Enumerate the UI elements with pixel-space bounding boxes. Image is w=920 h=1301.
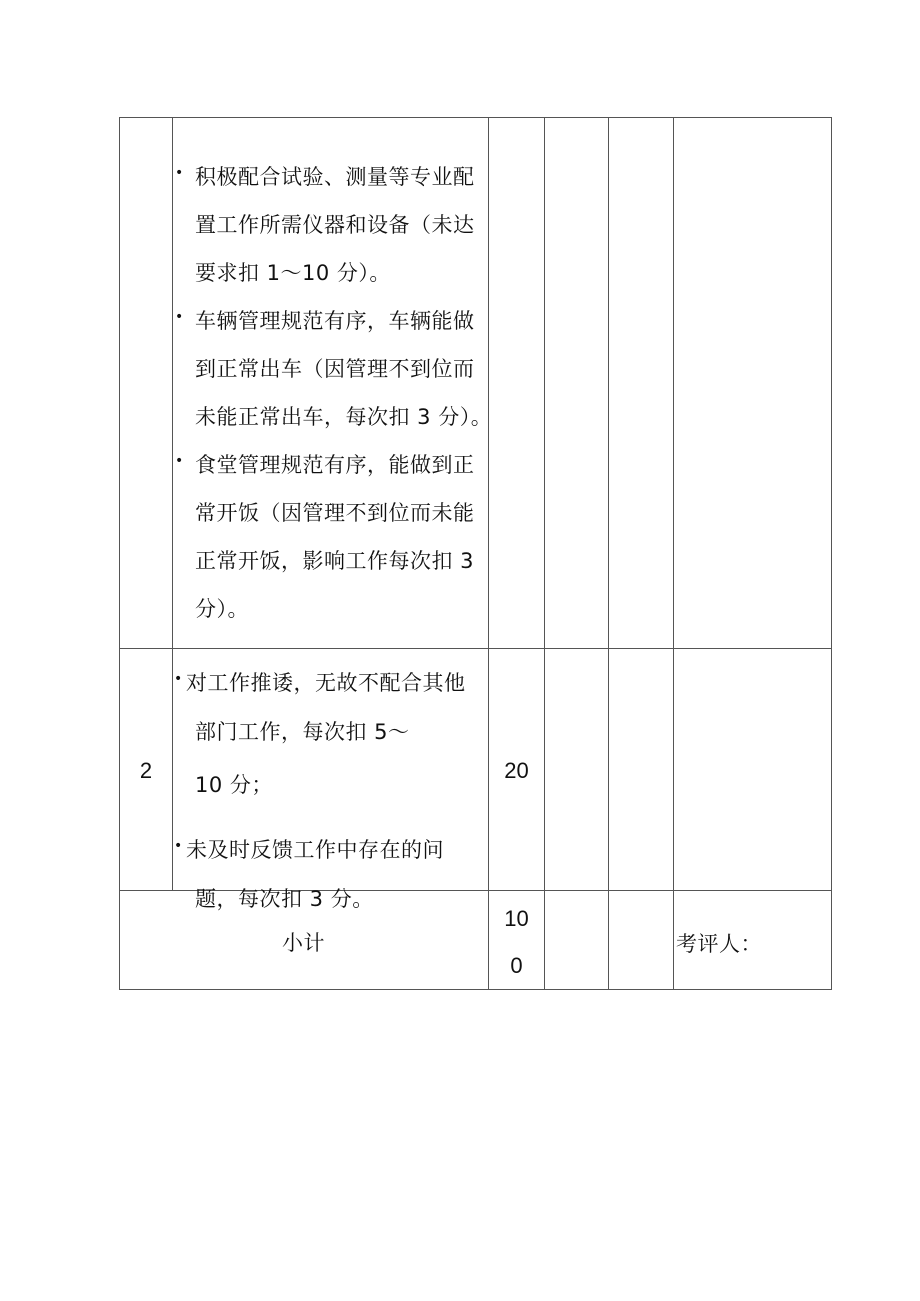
col-divider-3 — [544, 117, 545, 990]
criteria-line: 分）。 — [195, 597, 249, 621]
criteria-line: 要求扣 1～10 分）。 — [195, 261, 391, 285]
criteria-line: 正常开饭，影响工作每次扣 3 — [195, 549, 475, 573]
row-2-criteria — [173, 649, 488, 911]
criteria-line: 积极配合试验、测量等专业配 — [195, 165, 475, 189]
criteria-line: 食堂管理规范有序，能做到正 — [195, 453, 475, 477]
criteria-line: 未能正常出车，每次扣 3 分）。 — [195, 405, 493, 429]
criteria-line: 置工作所需仪器和设备（未达 — [195, 213, 475, 237]
col-divider-4 — [608, 117, 609, 990]
bullet-dot: • — [174, 838, 183, 854]
criteria-line: 10 分； — [195, 773, 273, 797]
bullet-dot: • — [175, 165, 184, 181]
criteria-line: 车辆管理规范有序，车辆能做 — [195, 309, 475, 333]
bullet-dot: • — [174, 671, 183, 687]
row-2-index: 2 — [139, 758, 153, 783]
criteria-line: 对工作推诿，无故不配合其他 — [186, 671, 466, 695]
criteria-line: 部门工作，每次扣 5～ — [195, 720, 410, 744]
subtotal-score-line2: 0 — [510, 953, 523, 978]
criteria-line: 到正常出车（因管理不到位而 — [195, 357, 475, 381]
criteria-line: 常开饭（因管理不到位而未能 — [195, 501, 475, 525]
reviewer-label: 考评人： — [676, 932, 762, 956]
criteria-line: 未及时反馈工作中存在的问 — [186, 838, 444, 862]
subtotal-label: 小计 — [282, 931, 325, 955]
col-divider-5 — [673, 117, 674, 990]
row-2-score: 20 — [504, 758, 529, 783]
subtotal-score-line1: 10 — [504, 906, 529, 931]
col-divider-2 — [488, 117, 489, 990]
bullet-dot: • — [175, 309, 184, 325]
bullet-dot: • — [175, 453, 184, 469]
criteria-line: 题，每次扣 3 分。 — [195, 887, 374, 911]
